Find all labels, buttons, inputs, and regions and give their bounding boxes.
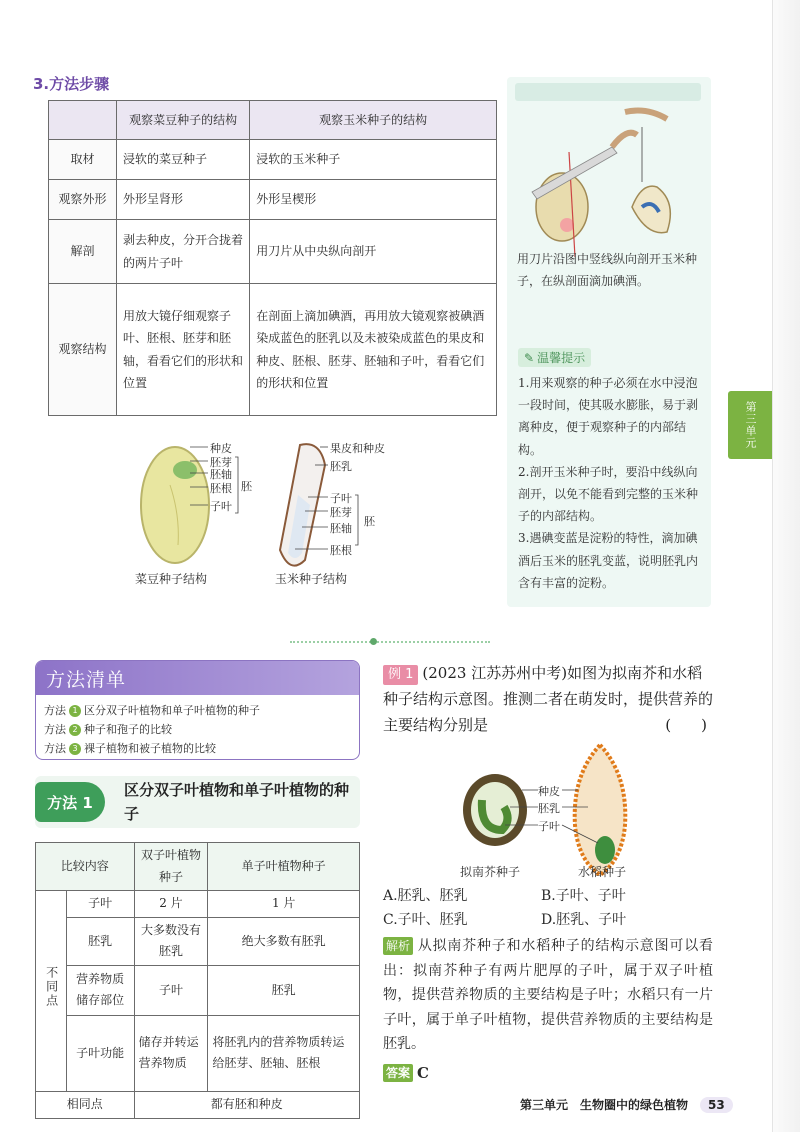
compare-item: 子叶功能 — [66, 1015, 134, 1091]
example-badge: 例 1 — [383, 665, 418, 685]
bean-label: 胚轴 — [210, 468, 232, 481]
compare-monocot: 胚乳 — [208, 965, 360, 1015]
steps-corn-cell: 在剖面上滴加碘酒，再用放大镜观察被碘酒染成蓝色的胚乳以及未被染成蓝色的果皮和种皮、胚根、胚芽、胚轴和子叶，看看它们的形状和位置 — [250, 284, 497, 416]
bean-caption: 菜豆种子结构 — [135, 572, 208, 586]
analysis-text: 从拟南芥种子和水稻种子的结构示意图可以看出：拟南芥种子有两片肥厚的子叶，属于双子叶植物，提供营养物质的主要结构是子叶；水稻只有一片子叶，属于单子叶植物，提供营养物质的主要结构是胚乳。 — [383, 938, 713, 1052]
analysis-tag: 解析 — [383, 937, 413, 955]
corn-cutting-illustration — [507, 107, 711, 267]
page-top-edge — [0, 0, 800, 14]
steps-bean-cell: 浸软的菜豆种子 — [117, 140, 250, 180]
steps-corn-cell: 浸软的玉米种子 — [250, 140, 497, 180]
corn-label: 胚乳 — [330, 460, 352, 473]
analysis-block — [383, 934, 713, 1057]
tip-badge — [518, 348, 591, 367]
steps-header-bean: 观察菜豆种子的结构 — [117, 101, 250, 140]
compare-header: 双子叶植物种子 — [134, 843, 208, 891]
bean-label: 胚根 — [210, 482, 232, 495]
method-item-text: 区分双子叶植物和单子叶植物的种子 — [84, 704, 260, 717]
tip-item: 2.剖开玉米种子时，要沿中线纵向剖开，以免不能看到完整的玉米种子的内部结构。 — [518, 464, 699, 524]
bean-bracket — [235, 457, 238, 513]
option-b[interactable]: B.子叶、子叶 — [541, 888, 626, 904]
steps-row — [49, 180, 497, 220]
unit-side-tab[interactable]: 第三单元 — [728, 391, 772, 459]
lightbulb-icon: ✎ — [524, 350, 535, 365]
method1-title: 区分双子叶植物和单子叶植物的种子 — [124, 781, 350, 823]
steps-bean-cell: 用放大镜仔细观察子叶、胚根、胚芽和胚轴，看看它们的形状和位置 — [117, 284, 250, 416]
method-list-title: 方法清单 — [36, 661, 359, 695]
corn-label: 子叶 — [330, 492, 352, 505]
seed-structure-diagram — [130, 435, 430, 595]
steps-header-row — [49, 101, 497, 140]
compare-row — [36, 891, 360, 918]
rice-caption: 水稻种子 — [578, 865, 627, 879]
compare-header: 单子叶植物种子 — [208, 843, 360, 891]
seed-label: 胚乳 — [538, 802, 560, 815]
corn-caption: 玉米种子结构 — [275, 572, 348, 586]
tip-item: 1.用来观察的种子必须在水中浸泡一段时间，使其吸水膨胀，易于剥离种皮，便于观察种子的内部结构。 — [518, 376, 699, 457]
compare-dicot: 2 片 — [134, 891, 208, 918]
corn-label: 胚轴 — [330, 522, 352, 535]
example-text: 如图为拟南芥和水稻种子结构示意图。推测二者在萌发时，提供营养的主要结构分别是 — [383, 664, 714, 734]
option-d[interactable]: D.胚乳、子叶 — [541, 912, 627, 928]
bean-embryo-label: 胚 — [241, 480, 252, 493]
steps-header-empty — [49, 101, 117, 140]
method-prefix: 方法 — [44, 723, 66, 736]
diff-label: 不同点 — [44, 966, 59, 1009]
method-list-box — [35, 660, 360, 760]
compare-table — [35, 842, 360, 1119]
compare-header-row — [36, 843, 360, 891]
steps-row — [49, 140, 497, 180]
method-item-text: 种子和孢子的比较 — [84, 723, 172, 736]
diff-label-cell — [36, 891, 67, 1092]
answer-blank: ( ) — [665, 716, 707, 734]
compare-header: 比较内容 — [36, 843, 135, 891]
steps-table — [48, 100, 497, 416]
bean-label: 子叶 — [210, 500, 232, 513]
illustration-caption: 用刀片沿图中竖线纵向剖开玉米种子，在纵剖面滴加碘酒。 — [517, 252, 698, 289]
corn-bracket — [355, 495, 358, 545]
steps-header-corn: 观察玉米种子的结构 — [250, 101, 497, 140]
method-prefix: 方法 — [44, 742, 66, 755]
example-question — [383, 660, 713, 738]
bean-label: 种皮 — [210, 442, 232, 455]
steps-bean-cell: 外形呈肾形 — [117, 180, 250, 220]
example-source: (2023 江苏苏州中考) — [422, 664, 568, 682]
same-label: 相同点 — [36, 1091, 135, 1118]
method1-label: 方法 1 — [35, 782, 105, 822]
answer-options — [383, 884, 713, 932]
footer-text: 第三单元 生物圈中的绿色植物 — [520, 1098, 689, 1112]
tip-item: 3.遇碘变蓝是淀粉的特性，滴加碘酒后玉米的胚乳变蓝，说明胚乳内含有丰富的淀粉。 — [518, 531, 699, 590]
tip-list — [518, 372, 706, 594]
compare-row — [36, 965, 360, 1015]
steps-bean-cell: 剥去种皮，分开合拢着的两片子叶 — [117, 220, 250, 284]
steps-row-label: 取材 — [49, 140, 117, 180]
method-list-item[interactable] — [36, 701, 359, 720]
compare-dicot: 子叶 — [134, 965, 208, 1015]
seed-comparison-figure — [450, 735, 650, 885]
compare-item: 子叶 — [66, 891, 134, 918]
answer-value: C — [417, 1064, 429, 1082]
answer-block — [383, 1064, 429, 1082]
same-text: 都有胚和种皮 — [134, 1091, 359, 1118]
steps-row — [49, 284, 497, 416]
steps-row-label: 观察外形 — [49, 180, 117, 220]
bean-label: 胚芽 — [210, 456, 232, 469]
option-c[interactable]: C.子叶、胚乳 — [383, 912, 468, 928]
steps-corn-cell: 外形呈楔形 — [250, 180, 497, 220]
corn-label: 胚芽 — [330, 506, 352, 519]
compare-monocot: 1 片 — [208, 891, 360, 918]
option-a[interactable]: A.胚乳、胚乳 — [383, 888, 468, 904]
compare-item: 胚乳 — [66, 917, 134, 965]
corn-embryo-label: 胚 — [364, 515, 375, 528]
steps-row-label: 观察结构 — [49, 284, 117, 416]
compare-dicot: 储存并转运营养物质 — [134, 1015, 208, 1091]
divider-dot-icon — [370, 638, 377, 645]
compare-row — [36, 917, 360, 965]
number-badge-icon: 2 — [69, 724, 81, 736]
number-badge-icon: 1 — [69, 705, 81, 717]
compare-monocot: 绝大多数有胚乳 — [208, 917, 360, 965]
section-title: 3.方法步骤 — [33, 75, 110, 93]
compare-dicot: 大多数没有胚乳 — [134, 917, 208, 965]
page-footer — [520, 1096, 733, 1113]
steps-corn-cell: 用刀片从中央纵向剖开 — [250, 220, 497, 284]
corn-label: 胚根 — [330, 544, 352, 557]
steps-row — [49, 220, 497, 284]
section-divider — [290, 641, 490, 645]
method-list-item[interactable] — [36, 720, 359, 739]
method-list-item[interactable] — [36, 739, 359, 758]
corn-label: 果皮和种皮 — [330, 442, 385, 455]
compare-row — [36, 1015, 360, 1091]
method-prefix: 方法 — [44, 704, 66, 717]
page-right-edge — [772, 0, 800, 1132]
seed-label: 子叶 — [538, 820, 560, 833]
number-badge-icon: 3 — [69, 743, 81, 755]
seed-label: 种皮 — [538, 785, 560, 798]
tip-title: 温馨提示 — [537, 351, 586, 365]
steps-row-label: 解剖 — [49, 220, 117, 284]
sidebar-faded-header — [515, 83, 701, 101]
answer-tag: 答案 — [383, 1064, 413, 1082]
compare-same-row — [36, 1091, 360, 1118]
compare-item: 营养物质储存部位 — [66, 965, 134, 1015]
bean-embryo-shape — [173, 461, 197, 479]
page-number: 53 — [700, 1097, 733, 1113]
arabidopsis-caption: 拟南芥种子 — [460, 865, 521, 879]
compare-monocot: 将胚乳内的营养物质转运给胚芽、胚轴、胚根 — [208, 1015, 360, 1091]
method-item-text: 裸子植物和被子植物的比较 — [84, 742, 216, 755]
